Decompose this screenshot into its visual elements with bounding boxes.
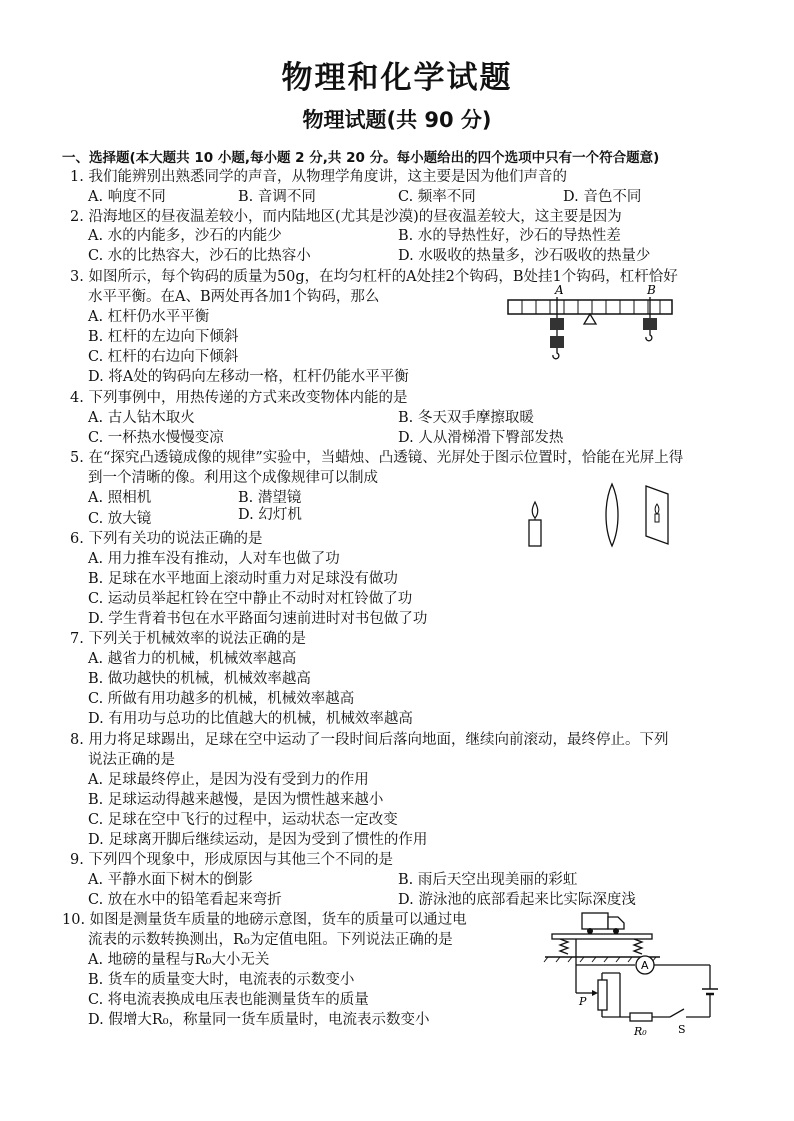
q9-option-d: D. 游泳池的底部看起来比实际深度浅 (398, 892, 636, 908)
q5-option-d: D. 幻灯机 (238, 507, 302, 523)
question-6-stem: 6. 下列有关功的说法正确的是 (70, 531, 263, 547)
q6-option-b: B. 足球在水平地面上滚动时重力对足球没有做功 (88, 571, 398, 587)
q5-option-b: B. 潜望镜 (238, 490, 302, 506)
q7-option-b: B. 做功越快的机械，机械效率越高 (88, 671, 311, 687)
question-3-stem-line2: 水平平衡。在A、B两处再各加1个钩码，那么 (88, 289, 380, 305)
question-10-stem-line1: 10. 如图是测量货车质量的地磅示意图，货车的质量可以通过电 (62, 912, 467, 928)
q4-option-b: B. 冬天双手摩擦取暖 (398, 410, 534, 426)
q8-option-b: B. 足球运动得越来越慢，是因为惯性越来越小 (88, 792, 384, 808)
q8-option-a: A. 足球最终停止，是因为没有受到力的作用 (88, 772, 369, 788)
weight-a1 (550, 318, 564, 330)
question-8-stem-line1: 8. 用力将足球踢出，足球在空中运动了一段时间后落向地面，继续向前滚动，最终停止。下列 (70, 732, 669, 748)
rheostat (598, 980, 607, 1010)
q5-option-c: C. 放大镜 (88, 511, 152, 527)
section-subtitle: 物理试题(共 90 分) (302, 108, 492, 132)
candle-icon (529, 502, 541, 546)
q7-option-c: C. 所做有用功越多的机械，机械效率越高 (88, 691, 355, 707)
q1-option-d: D. 音色不同 (563, 189, 642, 205)
q10-option-d: D. 假增大R₀，称量同一货车质量时，电流表示数变小 (88, 1012, 430, 1028)
question-8-stem-line2: 说法正确的是 (88, 752, 175, 768)
q2-option-d: D. 水吸收的热量多，沙石吸收的热量少 (398, 248, 651, 264)
lever-figure (500, 282, 680, 362)
q1-option-a: A. 响度不同 (88, 189, 166, 205)
slider-label: P (579, 995, 587, 1008)
ammeter-label: A (641, 959, 649, 972)
q9-option-c: C. 放在水中的铅笔看起来弯折 (88, 892, 282, 908)
question-4-stem: 4. 下列事例中，用热传递的方式来改变物体内能的是 (70, 390, 408, 406)
q10-option-a: A. 地磅的量程与R₀大小无关 (88, 952, 270, 968)
question-9-stem: 9. 下列四个现象中，形成原因与其他三个不同的是 (70, 852, 393, 868)
lever-label-a: A (555, 283, 564, 297)
resistor-r0 (630, 1013, 652, 1021)
q6-option-d: D. 学生背着书包在水平路面匀速前进时对书包做了功 (88, 611, 428, 627)
q6-option-a: A. 用力推车没有推动，人对车也做了功 (88, 551, 340, 567)
q3-option-d: D. 将A处的钩码向左移动一格，杠杆仍能水平平衡 (88, 369, 409, 385)
q4-option-a: A. 古人钻木取火 (88, 410, 195, 426)
q1-option-c: C. 频率不同 (398, 189, 476, 205)
switch-label: S (678, 1023, 686, 1036)
q5-option-a: A. 照相机 (88, 490, 152, 506)
q8-option-c: C. 足球在空中飞行的过程中，运动状态一定改变 (88, 812, 398, 828)
truck-icon (582, 913, 624, 934)
platform (552, 934, 652, 939)
q6-option-c: C. 运动员举起杠铃在空中静止不动时对杠铃做了功 (88, 591, 413, 607)
q3-option-b: B. 杠杆的左边向下倾斜 (88, 329, 239, 345)
question-5-stem-line1: 5. 在“探究凸透镜成像的规律”实验中，当蜡烛、凸透镜、光屏处于图示位置时，恰能在光屏上得 (70, 450, 684, 466)
weight-a2 (550, 336, 564, 348)
q10-option-c: C. 将电流表换成电压表也能测量货车的质量 (88, 992, 369, 1008)
q4-option-d: D. 人从滑梯滑下臀部发热 (398, 430, 564, 446)
q9-option-b: B. 雨后天空出现美丽的彩虹 (398, 872, 578, 888)
q7-option-a: A. 越省力的机械，机械效率越高 (88, 651, 297, 667)
convex-lens (606, 484, 618, 546)
fulcrum (584, 314, 596, 324)
resistor-label: R₀ (634, 1025, 647, 1038)
question-1-stem: 1. 我们能辨别出熟悉同学的声音，从物理学角度讲，这主要是因为他们声音的 (70, 169, 567, 185)
q9-option-a: A. 平静水面下树木的倒影 (88, 872, 253, 888)
q3-option-c: C. 杠杆的右边向下倾斜 (88, 349, 239, 365)
switch-icon (670, 1009, 684, 1017)
q2-option-c: C. 水的比热容大，沙石的比热容小 (88, 248, 311, 264)
q10-option-b: B. 货车的质量变大时，电流表的示数变小 (88, 972, 355, 988)
question-7-stem: 7. 下列关于机械效率的说法正确的是 (70, 631, 306, 647)
q7-option-d: D. 有用功与总功的比值越大的机械，机械效率越高 (88, 711, 413, 727)
q4-option-c: C. 一杯热水慢慢变凉 (88, 430, 224, 446)
weight-b1 (643, 318, 657, 330)
q2-option-a: A. 水的内能多，沙石的内能少 (88, 228, 282, 244)
lens-experiment-figure (520, 480, 680, 550)
weighbridge-circuit-figure (530, 905, 730, 1040)
question-2-stem: 2. 沿海地区的昼夜温差较小，而内陆地区(尤其是沙漠)的昼夜温差较大，这主要是因为 (70, 209, 622, 225)
q8-option-d: D. 足球离开脚后继续运动，是因为受到了惯性的作用 (88, 832, 428, 848)
section-header: 一、选择题(本大题共 10 小题,每小题 2 分,共 20 分。每小题给出的四个选项中只有一个符合题意) (62, 150, 660, 166)
light-screen (646, 486, 668, 544)
question-3-stem-line1: 3. 如图所示，每个钩码的质量为50g，在均匀杠杆的A处挂2个钩码，B处挂1个钩码，杠杆恰好 (70, 269, 678, 285)
question-5-stem-line2: 到一个清晰的像。利用这个成像规律可以制成 (88, 470, 378, 486)
q2-option-b: B. 水的导热性好，沙石的导热性差 (398, 228, 621, 244)
question-10-stem-line2: 流表的示数转换测出，R₀为定值电阻。下列说法正确的是 (88, 932, 453, 948)
page-title: 物理和化学试题 (281, 60, 513, 96)
q1-option-b: B. 音调不同 (238, 189, 316, 205)
q3-option-a: A. 杠杆仍水平平衡 (88, 309, 210, 325)
springs (560, 939, 642, 954)
lever-label-b: B (647, 283, 656, 297)
